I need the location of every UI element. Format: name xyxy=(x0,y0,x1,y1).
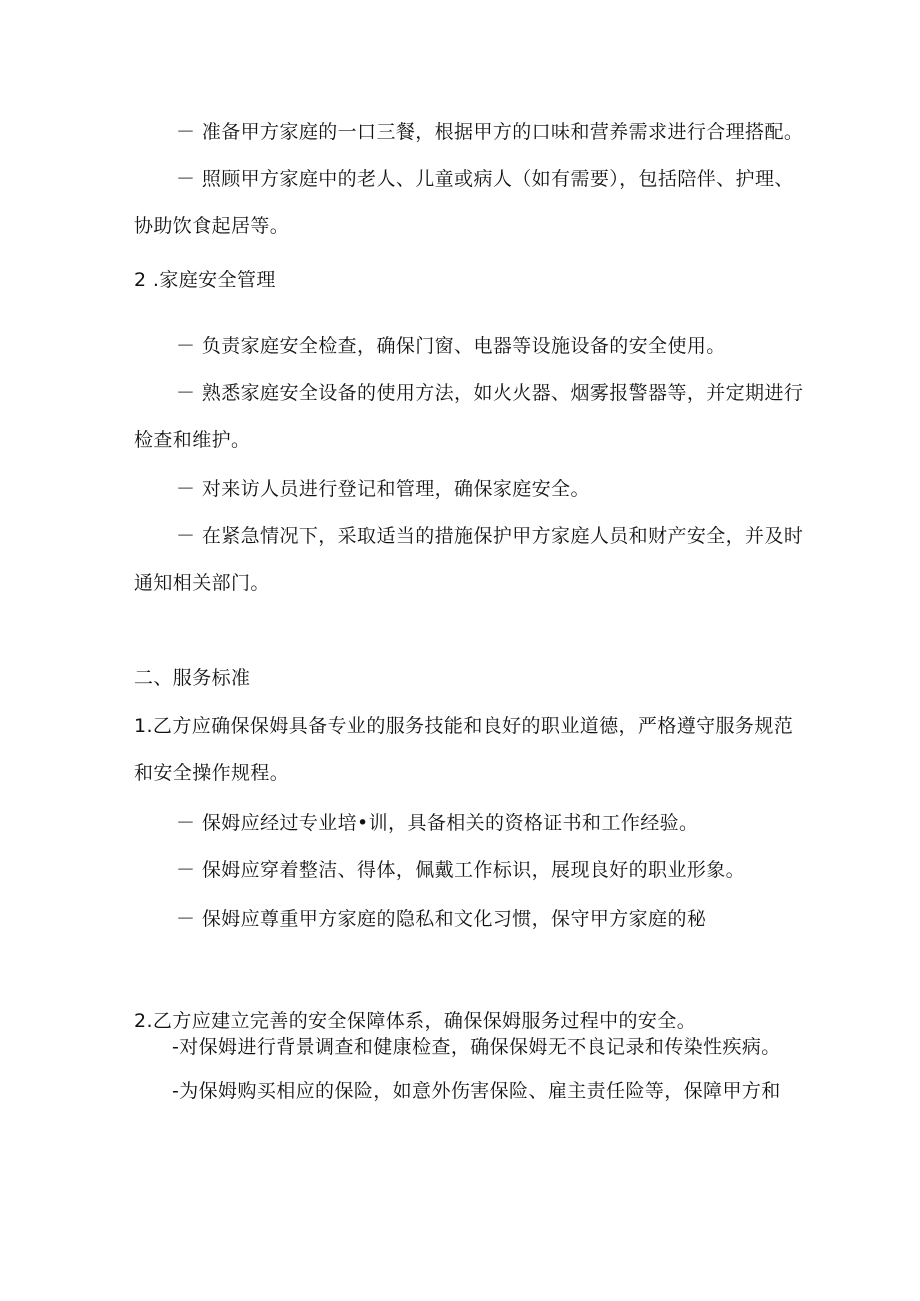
bullet-line-visitors: － 对来访人员进行登记和管理，确保家庭安全。 xyxy=(176,478,590,500)
numbered-item-1: 1.乙方应确保保姆具备专业的服务技能和良好的职业道德，严格遵守服务规范 xyxy=(134,715,794,737)
bullet-line-emergency: － 在紧急情况下，采取适当的措施保护甲方家庭人员和财产安全，并及时 xyxy=(176,525,804,547)
section-heading-safety: 2 .家庭安全管理 xyxy=(134,269,276,291)
section-heading-service-standards: 二、服务标准 xyxy=(134,667,251,689)
bullet-line-appearance: － 保姆应穿着整洁、得体，佩戴工作标识，展现良好的职业形象。 xyxy=(176,859,746,881)
bullet-line-background-check: -对保姆进行背景调查和健康检查，确保保姆无不良记录和传染性疾病。 xyxy=(172,1036,781,1058)
continuation-line-item-1: 和安全操作规程。 xyxy=(134,762,290,784)
bullet-line-insurance: -为保姆购买相应的保险，如意外伤害保险、雇主责任险等，保障甲方和 xyxy=(172,1080,781,1102)
continuation-line-care: 协助饮食起居等。 xyxy=(134,215,290,237)
bullet-line-privacy: － 保姆应尊重甲方家庭的隐私和文化习惯，保守甲方家庭的秘 xyxy=(176,908,707,930)
bullet-line-meals: － 准备甲方家庭的一口三餐，根据甲方的口味和营养需求进行合理搭配。 xyxy=(176,121,804,143)
bullet-line-safety-check: － 负责家庭安全检查，确保门窗、电器等设施设备的安全使用。 xyxy=(176,335,726,357)
bullet-line-training: － 保姆应经过专业培•训，具备相关的资格证书和工作经验。 xyxy=(176,812,699,834)
bullet-line-care: － 照顾甲方家庭中的老人、儿童或病人（如有需要），包括陪伴、护理、 xyxy=(176,168,794,190)
numbered-item-2: 2.乙方应建立完善的安全保障体系，确保保姆服务过程中的安全。 xyxy=(134,1010,697,1032)
continuation-line-emergency: 通知相关部门。 xyxy=(134,572,270,594)
continuation-line-safety-devices: 检查和维护。 xyxy=(134,429,251,451)
bullet-line-safety-devices: － 熟悉家庭安全设备的使用方法，如火火器、烟雾报警器等，并定期进行 xyxy=(176,382,804,404)
